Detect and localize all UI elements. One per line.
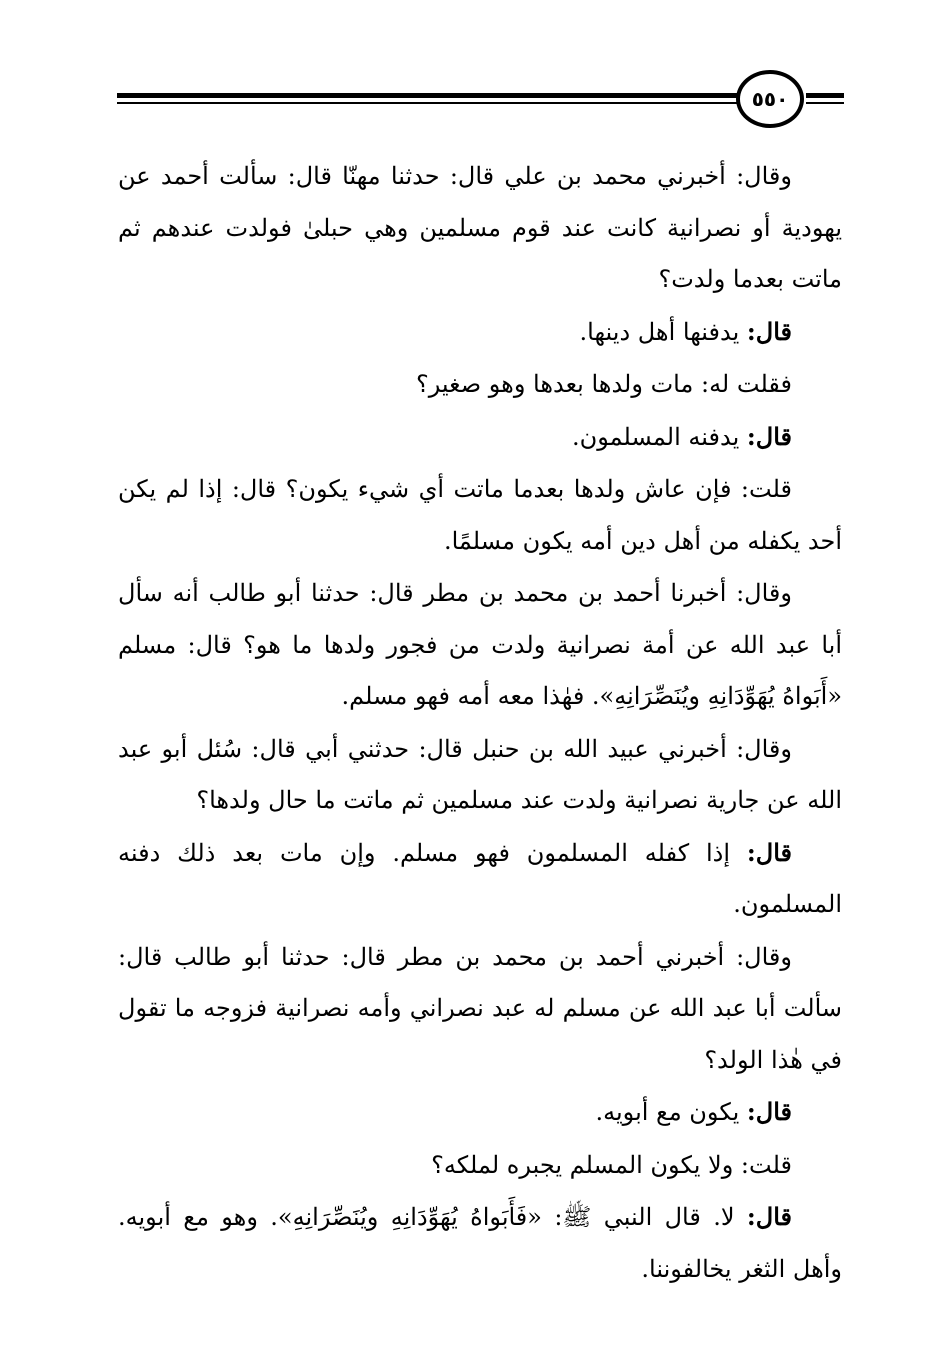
paragraph-label: قال:: [746, 421, 792, 451]
paragraph-8: [118, 827, 842, 931]
paragraph-2: [118, 306, 842, 359]
paragraph-text: لا. قال النبي ﷺ: «فَأَبَواهُ يُهَوِّدَانِهِ ويُنَصِّرَانِهِ». وهو مع أبويه. وأهل الثغر يخالفوننا.: [118, 1203, 842, 1283]
header-rule-thin: [117, 102, 742, 104]
page-body: [118, 150, 842, 1295]
paragraph-text: يكون مع أبويه.: [595, 1098, 740, 1126]
paragraph-9: [118, 931, 842, 1087]
paragraph-label: قال:: [746, 837, 792, 867]
page-number-badge: [736, 70, 804, 128]
paragraph-text: فقلت له: مات ولدها بعدها وهو صغير؟: [415, 370, 792, 398]
paragraph-text: يدفنها أهل دينها.: [579, 317, 740, 346]
paragraph-label: قال:: [746, 316, 792, 346]
paragraph-text: إذا كفله المسلمون فهو مسلم. وإن مات بعد ذلك دفنه المسلمون.: [118, 838, 842, 918]
header-rule-right-thick: [806, 93, 844, 98]
paragraph-label: قال:: [746, 1202, 792, 1231]
paragraph-1: [118, 150, 842, 306]
paragraph-4: [118, 411, 842, 464]
page-header: [0, 60, 947, 140]
paragraph-text: قلت: ولا يكون المسلم يجبره لملكه؟: [431, 1150, 792, 1179]
paragraph-10: [118, 1086, 842, 1139]
paragraph-text: وقال: أخبرني أحمد بن محمد بن مطر قال: حدثنا أبو طالب قال: سألت أبا عبد الله عن مسلم له عبد نصراني وأمه نصرانية فزوجه ما تقول في هٰذا الولد؟: [118, 942, 842, 1074]
paragraph-7: [118, 723, 842, 827]
paragraph-12: [118, 1191, 842, 1295]
paragraph-text: وقال: أخبرنا أحمد بن محمد بن مطر قال: حدثنا أبو طالب أنه سأل أبا عبد الله عن أمة نصرانية ولدت من فجور ولدها ما هو؟ قال: مسلم «أَبَواهُ يُهَوِّدَانِهِ ويُنَصِّرَانِهِ». فهٰذا معه أمه فهو مسلم.: [118, 579, 842, 710]
paragraph-text: وقال: أخبرني عبيد الله بن حنبل قال: حدثني أبي قال: سُئل أبو عبد الله عن جارية نصرانية ولدت عند مسلمين ثم ماتت ما حال ولدها؟: [118, 734, 842, 814]
paragraph-5: [118, 463, 842, 567]
paragraph-6: [118, 567, 842, 723]
page-number: ٥٥٠: [751, 87, 789, 111]
paragraph-text: يدفنه المسلمون.: [572, 422, 740, 451]
header-rule-thick: [117, 93, 742, 98]
paragraph-11: [118, 1139, 842, 1192]
paragraph-text: وقال: أخبرني محمد بن علي قال: حدثنا مهنّا قال: سألت أحمد عن يهودية أو نصرانية كانت عند قوم مسلمين وهي حبلىٰ فولدت عندهم ثم ماتت بعدما ولدت؟: [118, 162, 842, 293]
header-rule-right-thin: [806, 102, 844, 104]
paragraph-text: قلت: فإن عاش ولدها بعدما ماتت أي شيء يكون؟ قال: إذا لم يكن أحد يكفله من أهل دين أمه يكون مسلمًا.: [118, 475, 842, 555]
paragraph-3: [118, 358, 842, 411]
paragraph-label: قال:: [746, 1097, 792, 1126]
